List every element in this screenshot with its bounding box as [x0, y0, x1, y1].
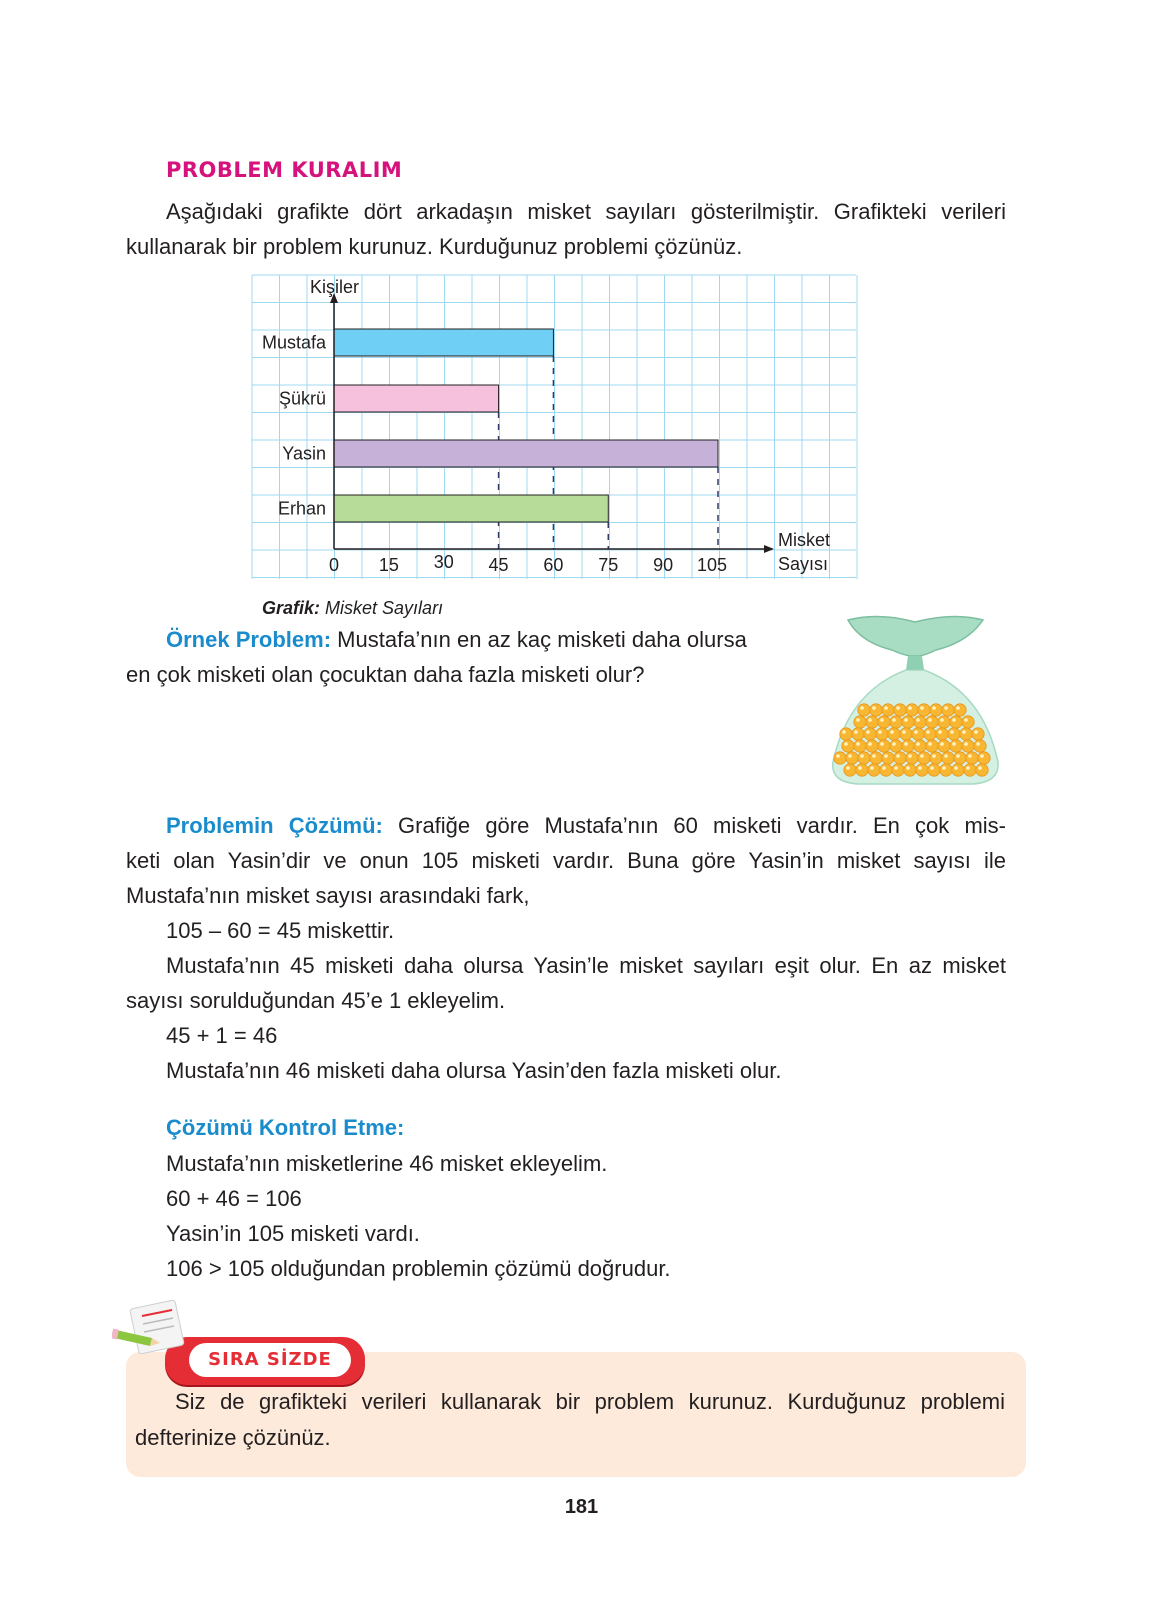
x-axis-title-line2: Sayısı [778, 554, 829, 574]
solution-line-1 [166, 808, 1006, 843]
marble-highlight [908, 754, 912, 758]
marble-highlight [870, 766, 874, 770]
marble-bag-illustration [818, 612, 1013, 797]
chart-caption [262, 598, 443, 619]
marble-highlight [906, 766, 910, 770]
marble-highlight [904, 742, 908, 746]
marble [900, 728, 912, 740]
marble-bar-chart [250, 273, 860, 583]
marble [954, 704, 966, 716]
category-label: Şükrü [278, 388, 326, 409]
marble [852, 728, 864, 740]
example-line-2: en çok misketi olan çocuktan daha fazla misketi olur? [126, 662, 645, 687]
marble-highlight [980, 754, 984, 758]
example-text-1: Mustafa’nın en az kaç misketi daha olursa [331, 627, 747, 652]
category-label: Yasin [282, 443, 326, 464]
marble [926, 716, 938, 728]
example-line-1 [166, 622, 747, 657]
marble-highlight [928, 742, 932, 746]
section-heading: PROBLEM KURALIM [166, 158, 403, 182]
solution-line-3: Mustafa’nın misket sayısı arasındaki fark, [126, 883, 530, 908]
marble-highlight [914, 730, 918, 734]
intro-line-1: Aşağıdaki grafikte dört arkadaşın misket sayıları gösterilmiştir. Grafikteki verileri [166, 199, 1006, 224]
marble [976, 764, 988, 776]
marble [856, 764, 868, 776]
marble-highlight [966, 766, 970, 770]
marble-highlight [964, 718, 968, 722]
category-label: Mustafa [261, 332, 326, 353]
marble [906, 704, 918, 716]
marble [950, 740, 962, 752]
marble [964, 764, 976, 776]
marble-highlight [878, 730, 882, 734]
marble-highlight [866, 730, 870, 734]
marble-highlight [918, 766, 922, 770]
bar-2 [334, 385, 499, 412]
marble [890, 716, 902, 728]
marble-highlight [920, 706, 924, 710]
marble-highlight [860, 706, 864, 710]
marble-highlight [928, 718, 932, 722]
marble [952, 764, 964, 776]
marble-highlight [916, 742, 920, 746]
page-number: 181 [564, 1496, 599, 1518]
solution-line-7: 45 + 1 = 46 [166, 1023, 278, 1048]
caption-bold: Grafik: [262, 598, 321, 618]
marble-highlight [920, 754, 924, 758]
marble [954, 752, 966, 764]
x-tick-label: 90 [653, 555, 674, 575]
marble [962, 716, 974, 728]
marble-highlight [954, 766, 958, 770]
marble [864, 728, 876, 740]
marble-highlight [872, 754, 876, 758]
category-label: Erhan [277, 498, 326, 519]
marble-highlight [952, 742, 956, 746]
marble-highlight [904, 718, 908, 722]
bar-4 [334, 495, 608, 522]
marble [858, 704, 870, 716]
marble [870, 704, 882, 716]
marble [962, 740, 974, 752]
marble [866, 740, 878, 752]
example-label: Örnek Problem: [166, 627, 332, 652]
marble-highlight [926, 730, 930, 734]
marble [844, 764, 856, 776]
sira-sizde-text [135, 1384, 1005, 1456]
solution-label: Problemin Çözümü: [166, 813, 383, 838]
y-axis-title: Kişiler [310, 277, 360, 297]
marble [960, 728, 972, 740]
marble-highlight [952, 718, 956, 722]
marble-highlight [956, 706, 960, 710]
marble-highlight [868, 718, 872, 722]
control-line-4: 106 > 105 olduğundan problemin çözümü doğrudur. [166, 1256, 671, 1281]
marble-highlight [908, 706, 912, 710]
marble-highlight [836, 754, 840, 758]
marble [936, 728, 948, 740]
chart-grid [252, 275, 857, 579]
marble-highlight [880, 718, 884, 722]
marble [842, 740, 854, 752]
marble-highlight [932, 754, 936, 758]
marble-highlight [964, 742, 968, 746]
marble-highlight [944, 754, 948, 758]
x-tick-label: 15 [378, 555, 399, 575]
marble-highlight [896, 754, 900, 758]
marble-highlight [890, 730, 894, 734]
marble-highlight [858, 766, 862, 770]
marble [854, 716, 866, 728]
marble-highlight [894, 766, 898, 770]
sira-sizde-label: SIRA SİZDE [208, 1349, 332, 1370]
x-tick-label: 0 [328, 555, 340, 575]
marble [916, 764, 928, 776]
marble [978, 752, 990, 764]
marble-highlight [854, 730, 858, 734]
marble [974, 740, 986, 752]
marble [840, 728, 852, 740]
marble [882, 752, 894, 764]
marble [938, 716, 950, 728]
marble [880, 764, 892, 776]
marble-highlight [944, 706, 948, 710]
marble-highlight [974, 730, 978, 734]
marble [902, 740, 914, 752]
marble [866, 716, 878, 728]
marble-highlight [940, 718, 944, 722]
paper-pencil-icon [112, 1300, 192, 1360]
marble [890, 740, 902, 752]
marble-highlight [884, 706, 888, 710]
marble [876, 728, 888, 740]
marble [918, 704, 930, 716]
marble [888, 728, 900, 740]
marble [904, 764, 916, 776]
marble-highlight [860, 754, 864, 758]
marble [930, 704, 942, 716]
marble [834, 752, 846, 764]
control-label: Çözümü Kontrol Etme: [166, 1115, 405, 1140]
marble [854, 740, 866, 752]
marble-highlight [882, 766, 886, 770]
marble [924, 728, 936, 740]
marble [902, 716, 914, 728]
marble-highlight [872, 706, 876, 710]
marble-highlight [856, 742, 860, 746]
marble-highlight [932, 706, 936, 710]
marble-highlight [978, 766, 982, 770]
control-line-3: Yasin’in 105 misketi vardı. [166, 1221, 420, 1246]
marble-highlight [976, 742, 980, 746]
x-tick-label: 60 [543, 555, 564, 575]
marble-highlight [950, 730, 954, 734]
x-tick-label: 105 [696, 555, 728, 575]
solution-line-4: 105 – 60 = 45 miskettir. [166, 918, 395, 943]
marble-highlight [916, 718, 920, 722]
marble [894, 752, 906, 764]
solution-text-1: Grafiğe göre Mustafa’nın 60 misketi vardır. En çok mis- [382, 813, 1007, 838]
marble-highlight [868, 742, 872, 746]
marble [858, 752, 870, 764]
solution-line-6: sayısı sorulduğundan 45’e 1 ekleyelim. [126, 988, 506, 1013]
marble [846, 752, 858, 764]
marble-highlight [896, 706, 900, 710]
marble [914, 740, 926, 752]
solution-line-5: Mustafa’nın 45 misketi daha olursa Yasin’le misket sayıları eşit olur. En az misket [166, 953, 1006, 978]
x-tick-label: 75 [598, 555, 619, 575]
x-axis-arrow [764, 545, 774, 553]
marble [882, 704, 894, 716]
marble-highlight [902, 730, 906, 734]
marble-highlight [892, 742, 896, 746]
marble [870, 752, 882, 764]
control-line-1: Mustafa’nın misketlerine 46 misket ekleyelim. [166, 1151, 608, 1176]
marble [942, 704, 954, 716]
chart-labels [262, 277, 830, 575]
x-tick-label: 30 [433, 552, 454, 572]
marble [912, 728, 924, 740]
marble-highlight [842, 730, 846, 734]
marble-highlight [940, 742, 944, 746]
control-line-2: 60 + 46 = 106 [166, 1186, 302, 1211]
marble [940, 764, 952, 776]
marble-highlight [848, 754, 852, 758]
marble [906, 752, 918, 764]
marble [928, 764, 940, 776]
marble-highlight [884, 754, 888, 758]
marble-highlight [880, 742, 884, 746]
marble-highlight [856, 718, 860, 722]
marble [950, 716, 962, 728]
marble [878, 740, 890, 752]
solution-line-8: Mustafa’nın 46 misketi daha olursa Yasin’den fazla misketi olur. [166, 1058, 782, 1083]
marble [926, 740, 938, 752]
sira-line-1: Siz de grafikteki verileri kullanarak bir problem kurunuz. Kurduğunuz problemi [175, 1389, 1005, 1414]
sira-sizde-tag [165, 1337, 365, 1385]
caption-text: Misket Sayıları [320, 598, 444, 618]
marble [894, 704, 906, 716]
x-tick-label: 45 [488, 555, 509, 575]
marble [948, 728, 960, 740]
marble [966, 752, 978, 764]
marble [914, 716, 926, 728]
marble [942, 752, 954, 764]
marble [930, 752, 942, 764]
marble-highlight [956, 754, 960, 758]
marble-highlight [968, 754, 972, 758]
bar-3 [334, 440, 718, 467]
marble [868, 764, 880, 776]
marble-highlight [942, 766, 946, 770]
marble-highlight [938, 730, 942, 734]
marble [938, 740, 950, 752]
marble [972, 728, 984, 740]
bar-1 [334, 329, 553, 356]
marble-highlight [846, 766, 850, 770]
marble-highlight [962, 730, 966, 734]
marble [892, 764, 904, 776]
marble [918, 752, 930, 764]
marble-highlight [930, 766, 934, 770]
sira-line-2: defterinize çözünüz. [135, 1425, 331, 1450]
marble [878, 716, 890, 728]
x-axis-title-line1: Misket [778, 530, 831, 550]
solution-line-2: keti olan Yasin’dir ve onun 105 misketi vardır. Buna göre Yasin’in misket sayısı ile [126, 848, 1006, 873]
marble-highlight [844, 742, 848, 746]
intro-line-2: kullanarak bir problem kurunuz. Kurduğunuz problemi çözünüz. [126, 234, 743, 259]
marble-highlight [892, 718, 896, 722]
